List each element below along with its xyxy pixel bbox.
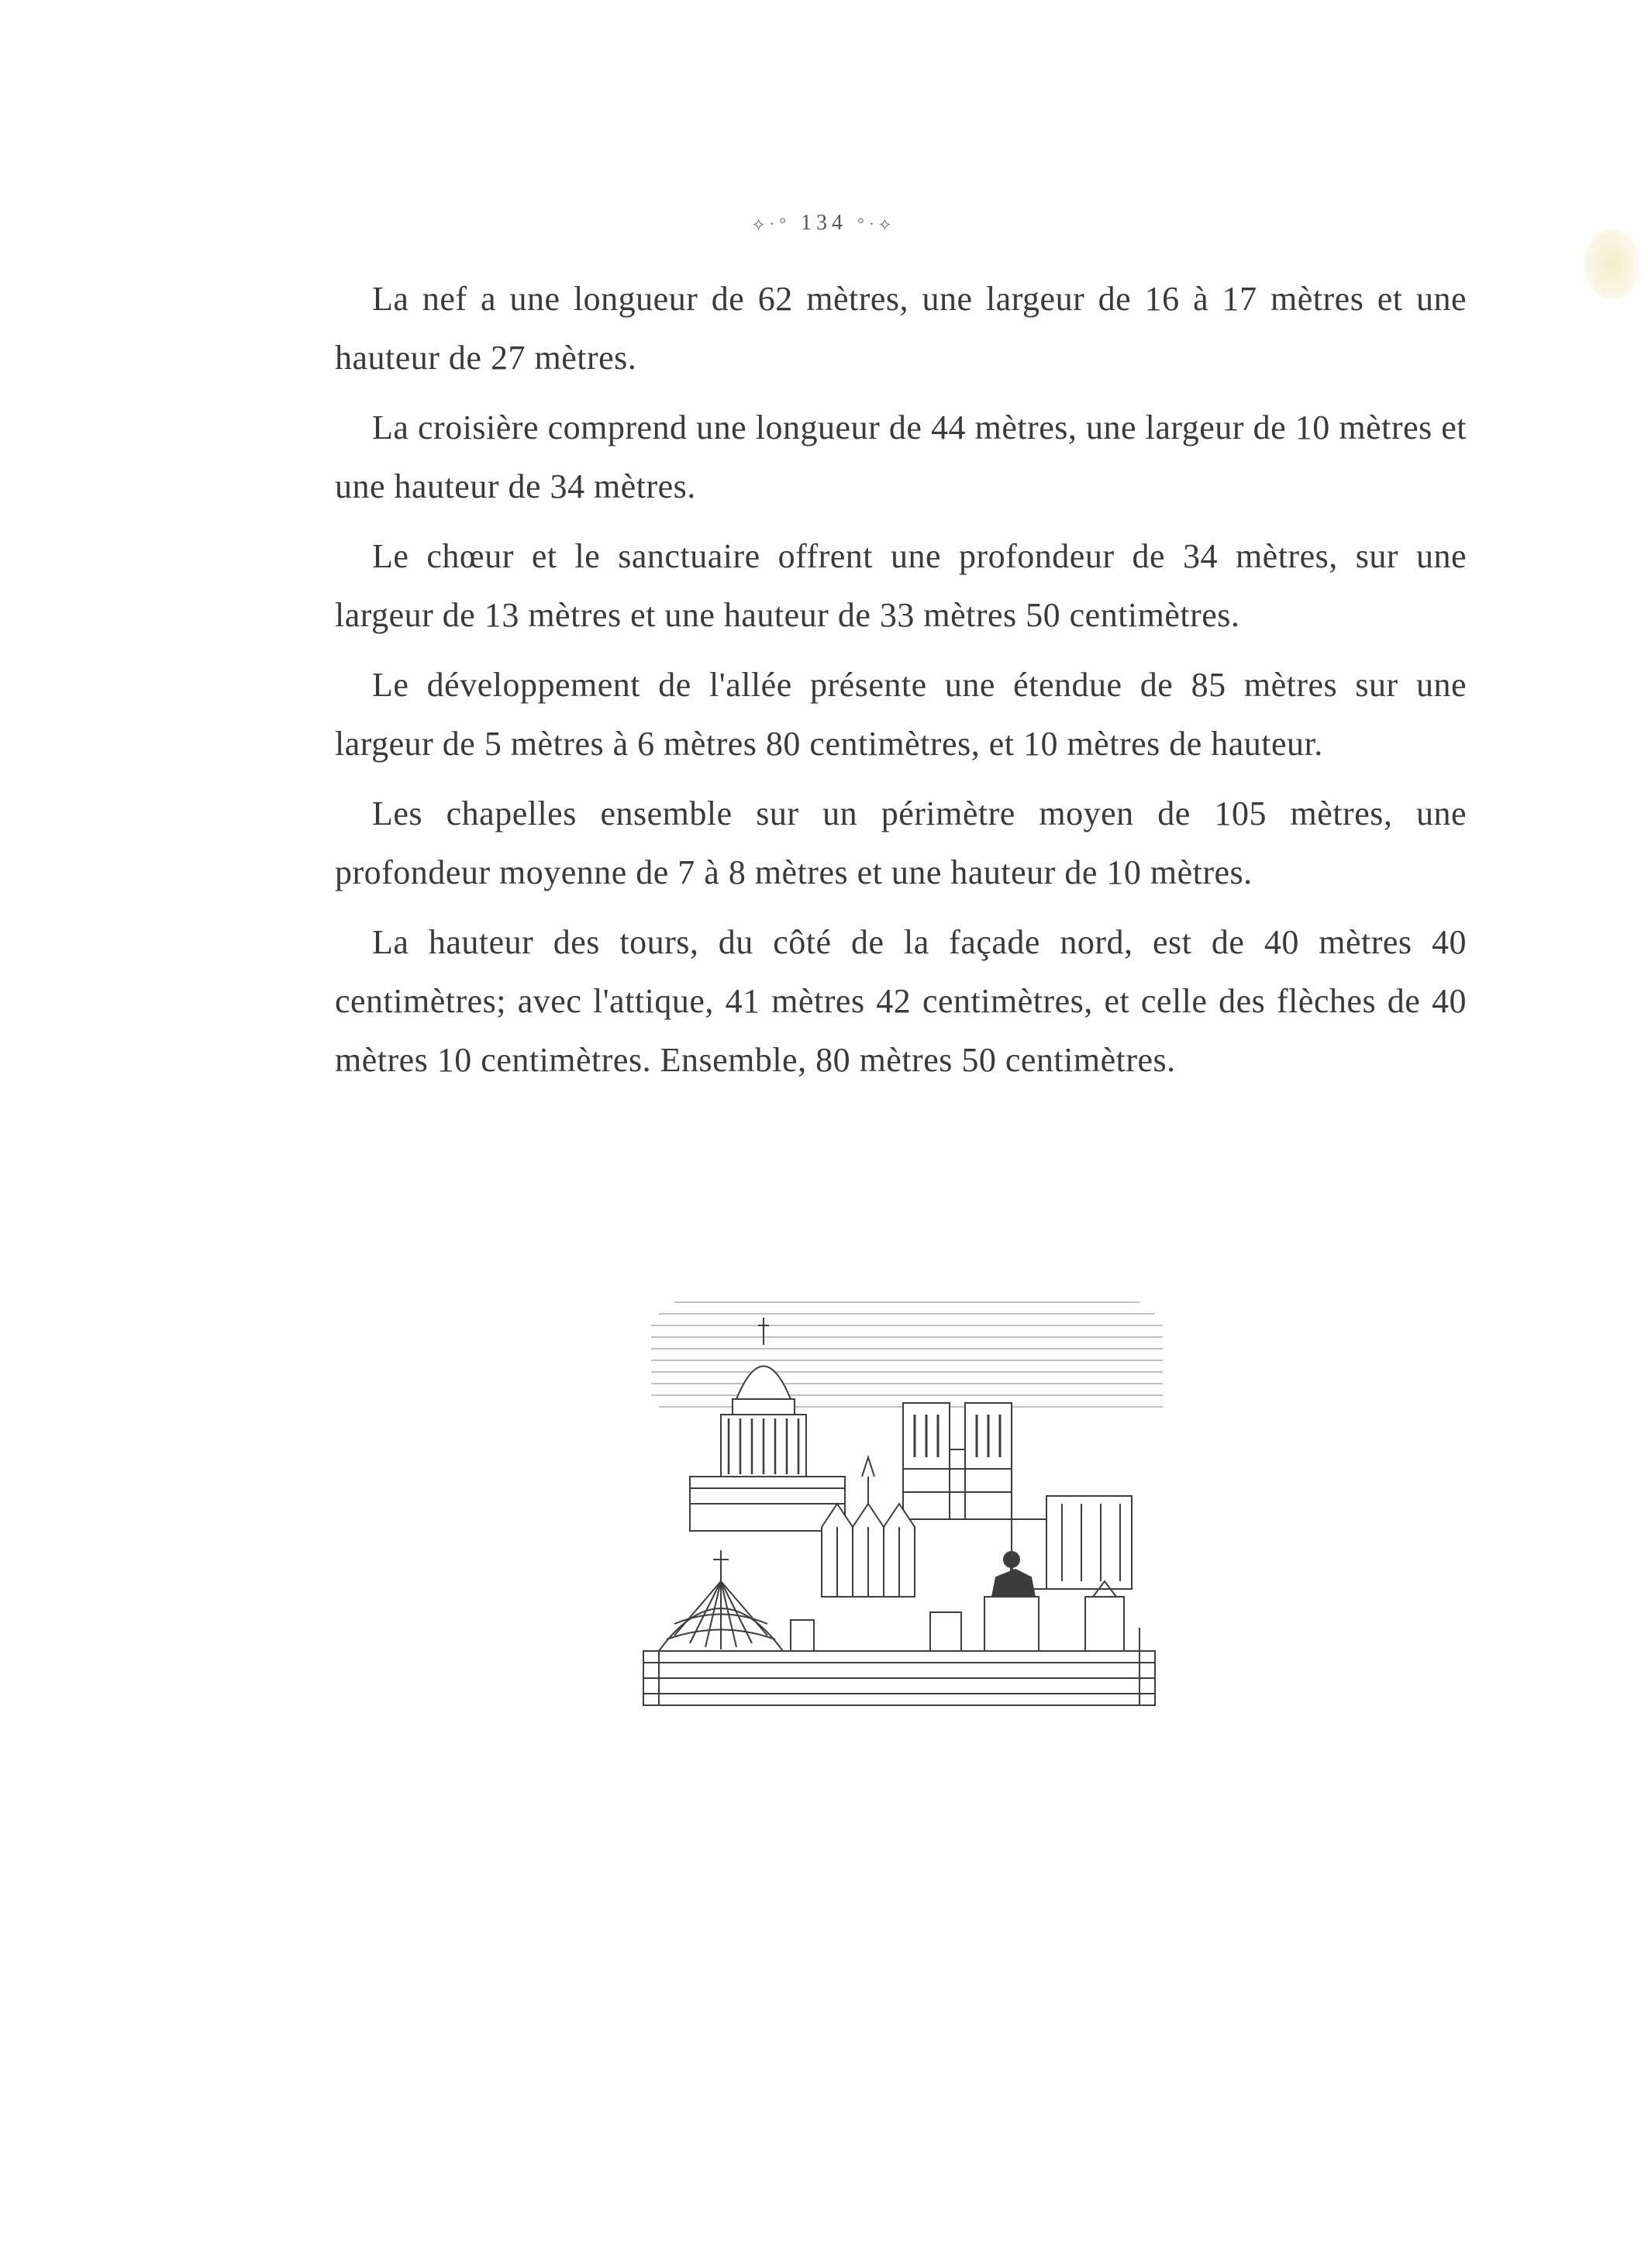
header-ornament-left: ⟡·° [753, 214, 791, 233]
city-skyline-illustration [628, 1271, 1170, 1736]
notre-dame-towers [903, 1403, 1012, 1519]
paragraph-choeur: Le chœur et le sanctuaire offrent une profondeur de 34 mètres, sur une largeur de 13 mètres et une hauteur de 33 mètres 50 centimètres. [335, 537, 1467, 634]
paragraph-chapelles: Les chapelles ensemble sur un périmètre moyen de 105 mètres, une profondeur moyenne de 7 à 8 mètres et une hauteur de 10 mètres. [335, 794, 1467, 891]
body-text [335, 270, 1467, 1101]
paragraph-nef: La nef a une longueur de 62 mètres, une largeur de 16 à 17 mètres et une hauteur de 27 mètres. [335, 280, 1467, 377]
pantheon-dome [690, 1318, 845, 1531]
paper-stain [1584, 229, 1639, 299]
foreground-dome [659, 1550, 783, 1651]
paragraph-allee: Le développement de l'allée présente une étendue de 85 mètres sur une largeur de 5 mètres à 6 mètres 80 centimètres, et 10 mètres de hauteur. [335, 666, 1467, 763]
header-ornament-right: °·⟡ [857, 214, 895, 233]
right-buildings [1012, 1496, 1132, 1589]
paragraph-croisiere: La croisière comprend une longueur de 44 mètres, une largeur de 10 mètres et une hauteur de 34 mètres. [335, 408, 1467, 505]
page-number: 134 [801, 211, 847, 235]
paragraph-tours: La hauteur des tours, du côté de la façade nord, est de 40 mètres 40 centimètres; avec l'attique, 41 mètres 42 centimètres, et celle des flèches de 40 mètres 10 centimètres. Ensemble, 80 mètres 50 centimètres. [335, 923, 1467, 1079]
sky-hatching [651, 1302, 1163, 1407]
page-header [0, 211, 1648, 236]
